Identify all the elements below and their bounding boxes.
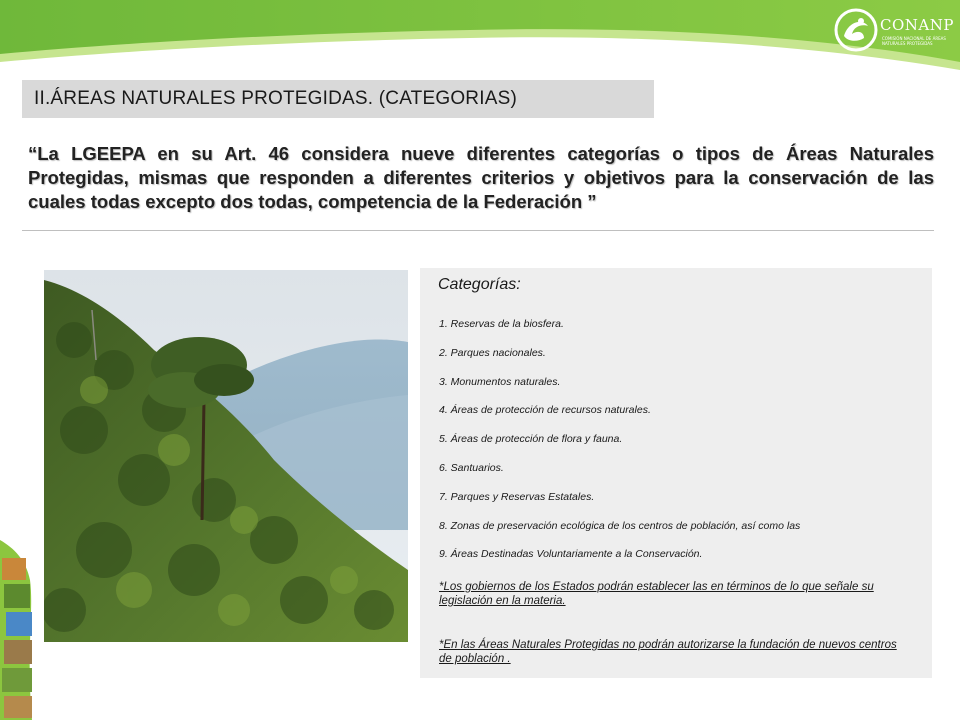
title-bar (22, 80, 654, 118)
list-item: 4. Áreas de protección de recursos naturales. (439, 404, 651, 417)
conanp-logo (834, 8, 954, 64)
population-centers-note: *En las Áreas Naturales Protegidas no podrán autorizarse la fundación de nuevos centros de población . (439, 639, 897, 665)
header-banner (0, 0, 960, 80)
list-item: 5. Áreas de protección de flora y fauna. (439, 433, 623, 446)
categories-panel (420, 268, 932, 678)
categories-list (439, 318, 800, 577)
list-item: 6. Santuarios. (439, 461, 504, 474)
list-item: 2. Parques nacionales. (439, 346, 546, 359)
brand-subtitle: COMISIÓN NACIONAL DE ÁREAS NATURALES PROTEGIDAS (882, 36, 946, 46)
brand-name: CONANP (880, 16, 954, 34)
nature-collage-strip (0, 540, 44, 720)
state-governments-note: *Los gobiernos de los Estados podrán establecer las en términos de lo que señale su legislación en la materia. (439, 581, 874, 607)
list-item: 7. Parques y Reservas Estatales. (439, 490, 595, 503)
divider (22, 230, 934, 231)
list-item: 3. Monumentos naturales. (439, 375, 561, 388)
list-item: 9. Áreas Destinadas Voluntariamente a la Conservación. (439, 548, 703, 561)
list-item: 1. Reservas de la biosfera. (439, 318, 564, 330)
lgeepa-quote: “La LGEEPA en su Art. 46 considera nueve diferentes categorías o tipos de Áreas Naturales Protegidas, mismas que responden a diferentes criterios y objetivos para la conservación de las cuales todas excepto dos todas, competencia de la Federación ” (28, 143, 934, 212)
conanp-emblem-icon (834, 8, 878, 52)
categories-heading: Categorías: (438, 276, 521, 293)
forest-mountain-photo (44, 270, 408, 642)
page-title: II.ÁREAS NATURALES PROTEGIDAS. (CATEGORIAS) (34, 88, 517, 109)
list-item: 8. Zonas de preservación ecológica de los centros de población, así como las (439, 519, 801, 532)
